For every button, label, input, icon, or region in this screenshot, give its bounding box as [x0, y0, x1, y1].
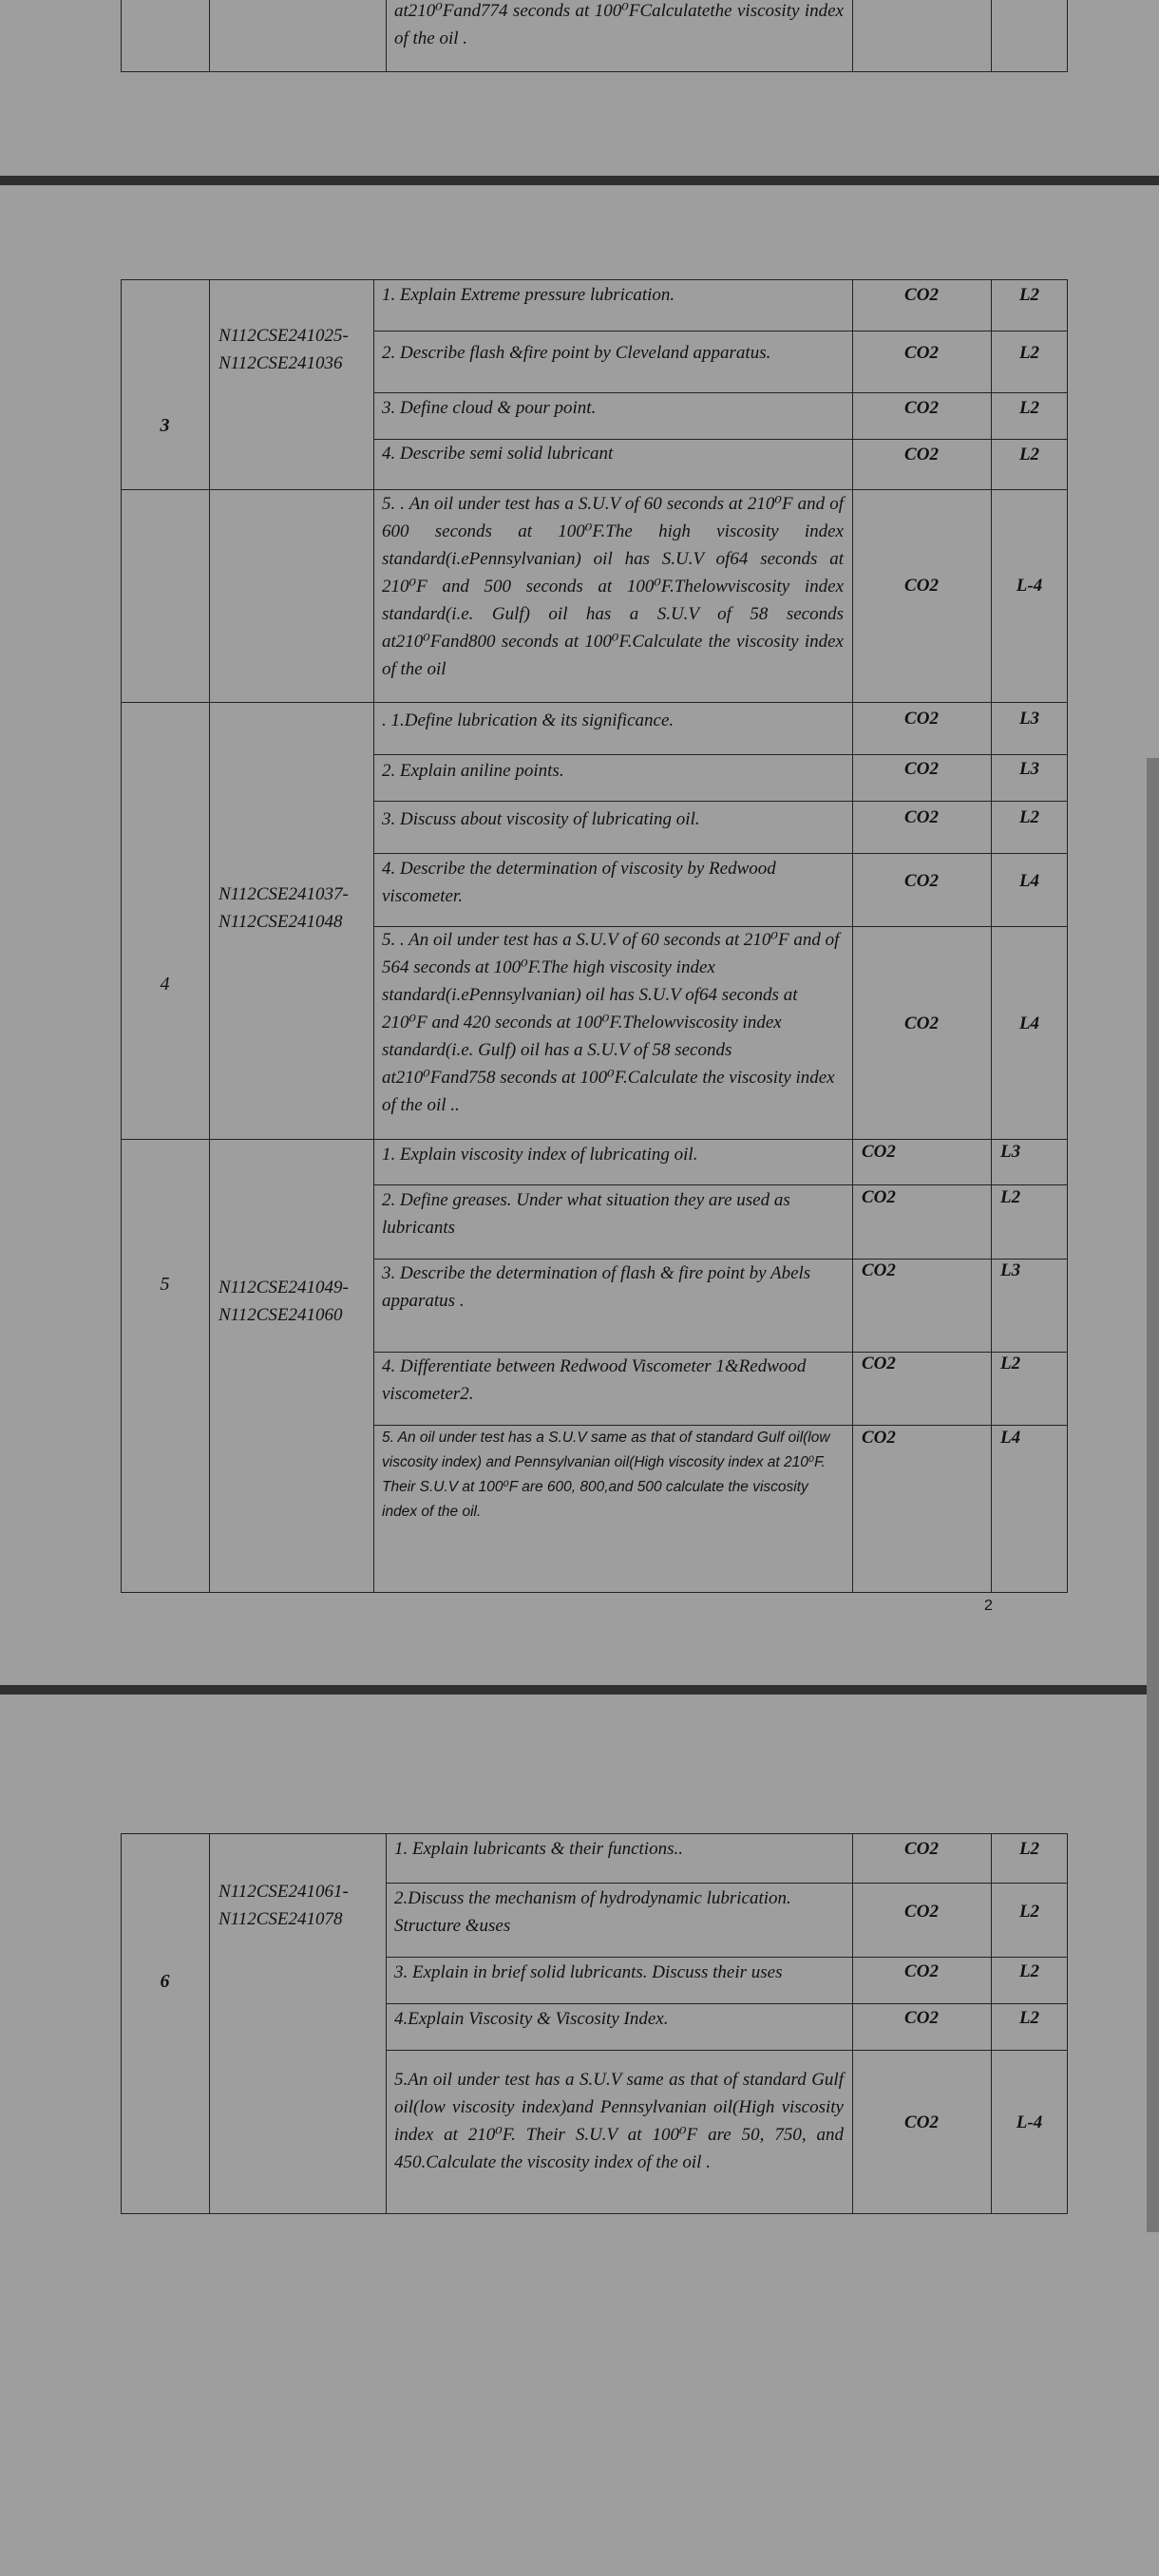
- course-outcome: CO2: [904, 398, 939, 418]
- question-text: 4.Explain Viscosity & Viscosity Index.: [394, 2009, 669, 2029]
- scrollbar-thumb[interactable]: [1147, 758, 1159, 2232]
- course-outcome: CO2: [904, 807, 939, 827]
- question-text: 2. Explain aniline points.: [382, 761, 564, 781]
- serial-number: 3: [160, 415, 170, 436]
- bloom-level: L2: [1018, 398, 1040, 418]
- bloom-level: L2: [1018, 807, 1040, 827]
- bloom-level: L2: [1000, 1187, 1021, 1207]
- course-outcome: CO2: [904, 343, 939, 363]
- page-divider: [0, 176, 1159, 185]
- question-text: 5. . An oil under test has a S.U.V of 60 seconds at 210⁰F and of 564 seconds at 100⁰F.The high viscosity index standard(i.ePennsylvanian) oil has S.U.V of64 seconds at 210⁰F and 420 seconds at 100⁰F.Thelowviscosity index standard(i.e. Gulf) oil has a S.U.V of 58 seconds at210⁰Fand758 seconds at 100⁰F.Calculate the viscosity index of the oil ..: [382, 930, 840, 1115]
- bloom-level: L2: [1018, 285, 1040, 305]
- page-number: 2: [984, 1598, 993, 1614]
- course-outcome: CO2: [862, 1260, 896, 1280]
- course-outcome: CO2: [904, 285, 939, 305]
- question-text: 2.Discuss the mechanism of hydrodynamic lubrication. Structure &uses: [394, 1888, 791, 1936]
- bloom-level: L4: [1018, 871, 1040, 891]
- page-divider: [0, 1685, 1159, 1695]
- question-text: 5. . An oil under test has a S.U.V of 60 seconds at 210⁰F and of 600 seconds at 100⁰F.The high viscosity index standard(i.ePennsylvanian) oil has S.U.V of64 seconds at 210⁰F and 500 seconds at 100⁰F.Thelowviscosity index standard(i.e. Gulf) oil has a S.U.V of 58 seconds at210⁰Fand800 seconds at 100⁰F.Calculate the viscosity index of the oil: [382, 494, 844, 679]
- course-outcome: CO2: [904, 871, 939, 891]
- course-outcome: CO2: [862, 1354, 896, 1373]
- bloom-level: L3: [1018, 759, 1040, 779]
- course-outcome: CO2: [904, 759, 939, 779]
- bloom-level: L3: [1000, 1142, 1021, 1162]
- course-outcome: CO2: [904, 1961, 939, 1981]
- bloom-level: L2: [1018, 1961, 1040, 1981]
- question-text: 2. Define greases. Under what situation they are used as lubricants: [382, 1190, 790, 1238]
- course-outcome: CO2: [904, 1839, 939, 1859]
- bloom-level: L-4: [1016, 2112, 1043, 2132]
- course-outcome: CO2: [904, 709, 939, 729]
- roll-number-range: N112CSE241061- N112CSE241078: [218, 1882, 349, 1929]
- course-outcome: CO2: [904, 576, 939, 596]
- roll-number-range: N112CSE241025- N112CSE241036: [218, 326, 349, 373]
- course-outcome: CO2: [862, 1142, 896, 1162]
- question-text: 4. Differentiate between Redwood Viscometer 1&Redwood viscometer2.: [382, 1356, 807, 1404]
- question-text: 1. Explain viscosity index of lubricating oil.: [382, 1145, 698, 1165]
- course-outcome: CO2: [904, 2008, 939, 2028]
- top-fragment-question: at210⁰Fand774 seconds at 100⁰FCalculatethe viscosity index of the oil .: [394, 1, 844, 48]
- question-text: . 1.Define lubrication & its significance.: [382, 710, 674, 730]
- bloom-level: L-4: [1016, 576, 1043, 596]
- question-text: 3. Describe the determination of flash & fire point by Abels apparatus .: [382, 1263, 811, 1311]
- question-text: 1. Explain lubricants & their functions..: [394, 1839, 683, 1859]
- bloom-level: L3: [1000, 1260, 1021, 1280]
- bloom-level: L2: [1000, 1354, 1021, 1373]
- question-text: 5. An oil under test has a S.U.V same as that of standard Gulf oil(low viscosity index) and Pennsylvanian oil(High viscosity index at 210⁰F. Their S.U.V at 100⁰F are 600, 800,and 500 calculate the viscosity index of the oil.: [382, 1430, 830, 1520]
- course-outcome: CO2: [904, 2112, 939, 2132]
- roll-number-range: N112CSE241037- N112CSE241048: [218, 884, 349, 932]
- bloom-level: L2: [1018, 343, 1040, 363]
- bloom-level: L4: [1018, 1013, 1040, 1033]
- question-text: 3. Define cloud & pour point.: [382, 398, 597, 418]
- course-outcome: CO2: [904, 1902, 939, 1922]
- bloom-level: L2: [1018, 2008, 1040, 2028]
- question-text: 1. Explain Extreme pressure lubrication.: [382, 285, 675, 305]
- bloom-level: L3: [1018, 709, 1040, 729]
- bloom-level: L2: [1018, 1839, 1040, 1859]
- course-outcome: CO2: [862, 1187, 896, 1207]
- question-text: 5.An oil under test has a S.U.V same as that of standard Gulf oil(low viscosity index)and Pennsylvanian oil(High viscosity index at 210⁰F. Their S.U.V at 100⁰F are 50, 750, and 450.Calculate the viscosity index of the oil .: [394, 2070, 844, 2172]
- serial-number: 4: [160, 974, 170, 994]
- question-text: 4. Describe semi solid lubricant: [382, 444, 614, 464]
- serial-number: 6: [160, 1971, 170, 1992]
- bloom-level: L4: [1000, 1428, 1021, 1448]
- question-text: 3. Explain in brief solid lubricants. Discuss their uses: [394, 1962, 783, 1982]
- serial-number: 5: [160, 1274, 170, 1295]
- bloom-level: L2: [1018, 1902, 1040, 1922]
- question-text: 2. Describe flash &fire point by Cleveland apparatus.: [382, 343, 771, 363]
- question-text: 4. Describe the determination of viscosity by Redwood viscometer.: [382, 859, 776, 906]
- course-outcome: CO2: [904, 445, 939, 464]
- bloom-level: L2: [1018, 445, 1040, 464]
- course-outcome: CO2: [862, 1428, 896, 1448]
- question-text: 3. Discuss about viscosity of lubricating oil.: [382, 809, 700, 829]
- course-outcome: CO2: [904, 1013, 939, 1033]
- roll-number-range: N112CSE241049- N112CSE241060: [218, 1278, 349, 1325]
